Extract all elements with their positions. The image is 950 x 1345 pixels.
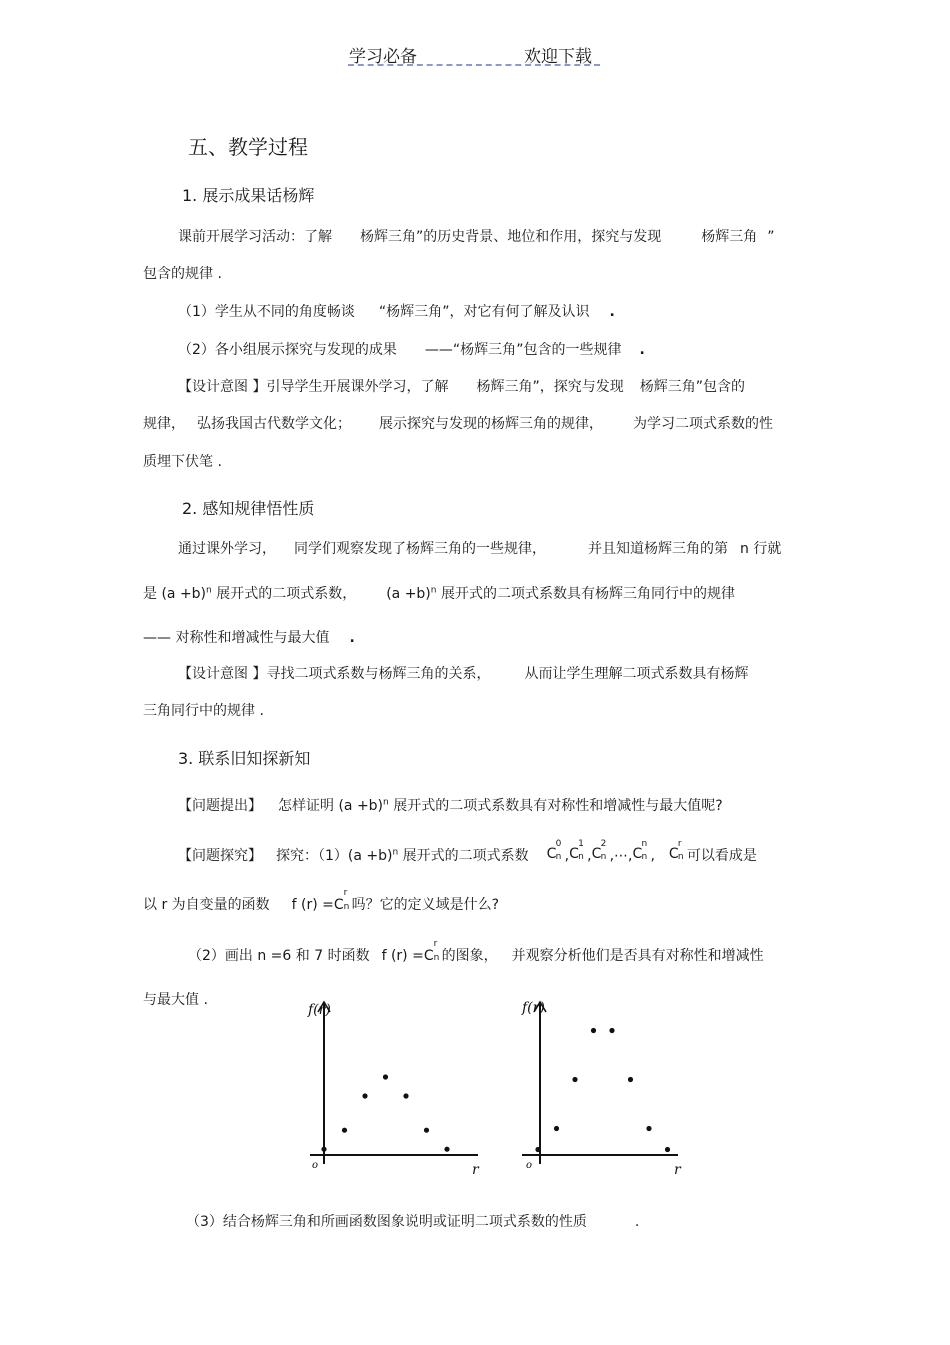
data-point-r7: [665, 1147, 670, 1152]
comb-c-n-1: C 1 n: [569, 839, 584, 862]
s3-q3: （2）画出 n =6 和 7 时函数 f (r) =C r n 的图象， 并观察分析他们是否具有对称性和增减性: [188, 939, 764, 964]
comb-c-n-r: C r n: [668, 839, 684, 862]
data-point-r0: [321, 1147, 326, 1152]
s1-p4c: 质埋下伏笔 .: [143, 454, 222, 470]
s2-p1: 通过课外学习， 同学们观察发现了杨辉三角的一些规律， 并且知道杨辉三角的第 n 行就: [178, 541, 782, 557]
s3-q2: 【问题探究】 探究：$(1)(a +b)^n$ 展开式的二项式系数 C 0 n , C 1 n , C 2 n ,⋯, C n n , C r n 可以看成是: [178, 839, 757, 864]
s2-p2: 是 $(a +b)^n$ 展开式的二项式系数， $(a +b)^n$ 展开式的二项式系数具有杨辉三角同行中的规律: [143, 585, 735, 602]
header-left: 学习必备: [349, 47, 417, 67]
data-point-r5: [424, 1128, 429, 1133]
x-axis-label: r: [674, 1162, 681, 1178]
chart-n6: [300, 992, 490, 1182]
comb-c-n-0: C 0 n: [546, 839, 562, 862]
s2-p3: —— 对称性和增减性与最大值 .: [143, 630, 355, 646]
data-point-r3: [383, 1074, 388, 1079]
data-point-r2: [362, 1093, 367, 1098]
data-point-r5: [628, 1077, 633, 1082]
s3-q3b: 与最大值 .: [143, 992, 208, 1008]
origin-label: o: [312, 1160, 319, 1171]
comb-c-n-2: C 2 n: [591, 839, 607, 862]
data-point-r6: [444, 1147, 449, 1152]
s3-q2b: 以 r 为自变量的函数 f (r) =C r n 吗？它的定义域是什么?: [143, 888, 500, 913]
s1-p3: （2）各小组展示探究与发现的成果 ——“杨辉三角”包含的一些规律 .: [178, 342, 645, 358]
comb-c-n-n: C n n: [632, 839, 648, 862]
data-point-r3: [591, 1028, 596, 1033]
s1-p1b: 包含的规律 .: [143, 266, 222, 282]
s3-heading: 3. 联系旧知探新知: [178, 749, 311, 768]
data-point-r1: [554, 1126, 559, 1131]
data-point-r2: [572, 1077, 577, 1082]
s3-q4: （3）结合杨辉三角和所画函数图象说明或证明二项式系数的性质 .: [186, 1214, 640, 1230]
s2-heading: 2. 感知规律悟性质: [182, 499, 315, 518]
s2-p4: 【设计意图 】寻找二项式系数与杨辉三角的关系， 从而让学生理解二项式系数具有杨辉: [178, 666, 749, 682]
origin-label: o: [526, 1160, 533, 1171]
x-axis-label: r: [472, 1162, 479, 1178]
header-right: 欢迎下载: [524, 47, 592, 67]
data-point-r6: [646, 1126, 651, 1131]
s1-p1: 课前开展学习活动：了解 杨辉三角”的历史背景、地位和作用，探究与发现 杨辉三角 ”: [178, 229, 775, 245]
data-point-r4: [403, 1093, 408, 1098]
chart-n7: [512, 992, 702, 1182]
s2-p4b: 三角同行中的规律 .: [143, 703, 264, 719]
y-axis-label: f(r): [522, 1000, 545, 1016]
s3-q1: 【问题提出】 怎样证明 $(a +b)^n$ 展开式的二项式系数具有对称性和增减性与最大值呢?: [178, 797, 723, 814]
section-title: 五、教学过程: [188, 135, 308, 159]
s1-p4: 【设计意图 】引导学生开展课外学习，了解 杨辉三角”，探究与发现 杨辉三角”包含的: [178, 379, 745, 395]
s1-p4b: 规律， 弘扬我国古代数学文化； 展示探究与发现的杨辉三角的规律， 为学习二项式系数的性: [143, 416, 773, 432]
data-point-r1: [342, 1128, 347, 1133]
header-divider: [348, 64, 600, 66]
y-axis-label: f(r): [308, 1002, 331, 1018]
s1-p2: （1）学生从不同的角度畅谈 “杨辉三角”，对它有何了解及认识 .: [178, 304, 615, 320]
data-point-r4: [609, 1028, 614, 1033]
data-point-r0: [535, 1147, 540, 1152]
s1-heading: 1. 展示成果话杨辉: [182, 186, 315, 205]
